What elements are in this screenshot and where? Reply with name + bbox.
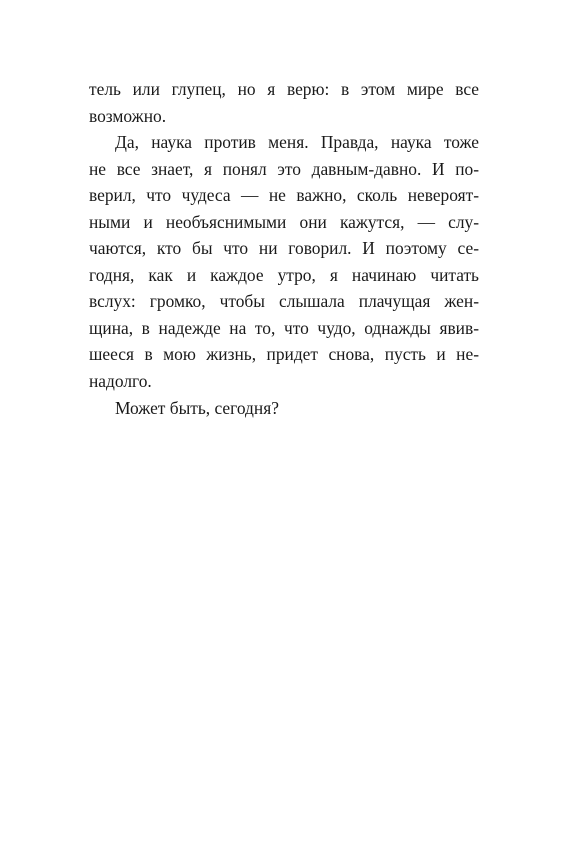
text-line: верил, что чудеса — не важно, сколь невероят- [89, 185, 479, 206]
text-line: вслух: громко, чтобы слышала плачущая жен- [89, 291, 479, 312]
text-line: надолго. [89, 371, 152, 392]
text-line: возможно. [89, 105, 167, 126]
text-line: ными и необъяснимыми они кажутся, — слу- [89, 211, 479, 232]
text-line: шееся в мою жизнь, придет снова, пусть и не- [89, 344, 479, 365]
text-line: не все знает, я понял это давным-давно. И по- [89, 158, 479, 179]
text-line: Да, наука против меня. Правда, наука тоже [115, 132, 479, 153]
text-line: тель или глупец, но я верю: в этом мире все [89, 79, 479, 99]
text-line: чаются, кто бы что ни говорил. И поэтому се- [89, 238, 479, 259]
body-text [89, 76, 479, 421]
text-line: годня, как и каждое утро, я начинаю читать [89, 264, 479, 285]
text-line: щина, в надежде на то, что чудо, однажды явив- [89, 317, 479, 338]
text-line: Может быть, сегодня? [115, 397, 279, 418]
